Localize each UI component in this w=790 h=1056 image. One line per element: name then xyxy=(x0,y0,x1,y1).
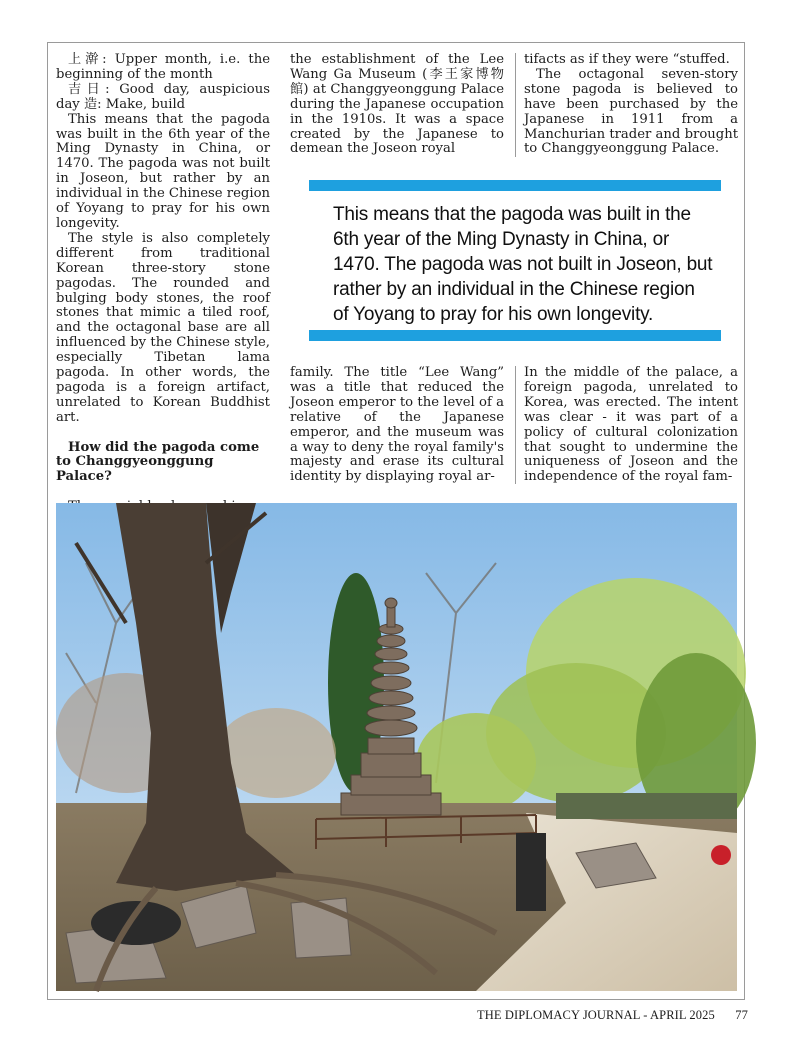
paragraph-lee-wang: family. The title “Lee Wang” was a title that reduced the Joseon emperor to the level of a relative of the Japanese emperor, and the museum was a way to deny the royal family's majesty and erase its cultural identity by displaying royal ar- xyxy=(290,365,504,485)
gloss-good-day: 吉日: Good day, auspicious day 造: Make, build xyxy=(56,81,270,112)
column-rule-top xyxy=(515,53,516,157)
pull-quote-bar-bottom xyxy=(309,330,721,341)
gloss-upper-month: 上澣: Upper month, i.e. the beginning of the month xyxy=(56,52,270,82)
footer xyxy=(300,1008,748,1023)
pull-quote: This means that the pagoda was built in the 6th year of the Ming Dynasty in China, or 1470. The pagoda was not built in Joseon, but rather by an individual in the Chinese region of Yoyang to pray for his own longevity. xyxy=(333,204,713,325)
column-3-top xyxy=(524,53,738,163)
pagoda-photo xyxy=(56,503,737,991)
paragraph-colonization: In the middle of the palace, a foreign pagoda, unrelated to Korea, was erected. The intent was clear - it was part of a policy of cultural colonization that sought to undermine the uniqueness of Joseon and the independence of the royal fam- xyxy=(524,365,738,485)
paragraph-pagoda-date: This means that the pagoda was built in the 6th year of the Ming Dynasty in China, or 1470. The pagoda was not built in Joseon, but rather by an individual in the Chinese region of Yoyang to pray for his own longevity. xyxy=(56,111,271,231)
column-3-bottom xyxy=(524,366,738,490)
paragraph-style: The style is also completely different from traditional Korean three-story stone pagodas. The rounded and bulging body stones, the roof stones that mimic a tiled roof, and the octagonal base are all influenced by the Chinese style, especially Tibetan lama pagoda. In other words, the pagoda is a foreign artifact, unrelated to Korean Buddhist art. xyxy=(56,230,270,425)
column-rule-bottom xyxy=(515,366,516,484)
pull-quote-bar-top xyxy=(309,180,721,191)
paragraph-museum: the establishment of the Lee Wang Ga Museum (李王家博物館) at Changgyeonggung Palace during the Japanese occupation in the 1910s. It was a space created by the Japanese to demean the Joseon royal xyxy=(290,52,504,157)
column-2-bottom xyxy=(290,366,504,490)
column-1 xyxy=(56,53,270,493)
page-number: 77 xyxy=(735,1008,748,1022)
paragraph-octagonal: The octagonal seven-story stone pagoda is believed to have been purchased by the Japanese in 1911 from a Manchurian trader and brought to Changgyeonggung Palace. xyxy=(524,66,738,157)
paragraph-artifacts-end: tifacts as if they were “stuffed. xyxy=(524,52,730,67)
subheading: How did the pagoda come to Changgyeonggung Palace? xyxy=(56,439,260,485)
journal-name: THE DIPLOMACY JOURNAL - APRIL 2025 xyxy=(477,1008,715,1022)
column-2-top xyxy=(290,53,504,163)
